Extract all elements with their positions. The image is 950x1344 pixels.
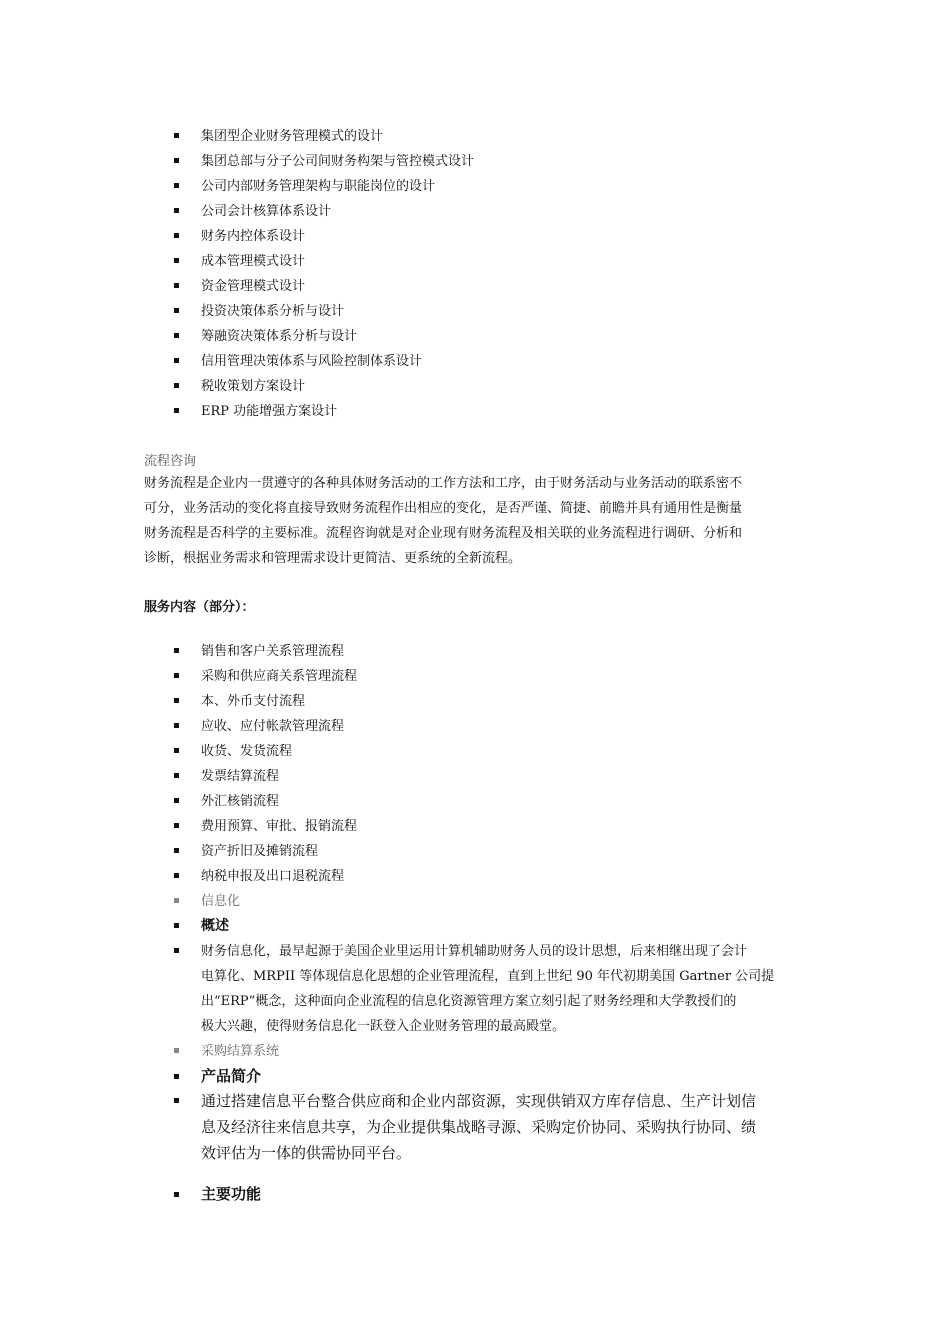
bullet-icon (174, 308, 179, 313)
list-item-text: 外汇核销流程 (201, 794, 280, 809)
paragraph-line: 息及经济往来信息共享，为企业提供集战略寻源、采购定价协同、采购执行协同、绩 (201, 1118, 757, 1136)
bullet-icon (174, 283, 179, 288)
bullet-icon (174, 923, 179, 928)
intro-label: 产品简介 (201, 1067, 262, 1085)
intro-paragraph (201, 1088, 812, 1166)
list-item-text: 收货、发货流程 (201, 744, 293, 759)
paragraph-line: 电算化、MRPII 等体现信息化思想的企业管理流程，直到上世纪 90 年代初期美国 Gartner 公司提 (201, 969, 775, 984)
service-list (172, 639, 812, 889)
overview-paragraph (201, 939, 812, 1039)
bullet-icon (174, 848, 179, 853)
functions-label: 主要功能 (201, 1185, 262, 1203)
list-item (172, 639, 812, 664)
info-heading-item (172, 889, 812, 914)
list-item (172, 199, 812, 224)
list-item (172, 374, 812, 399)
paragraph-line: 诊断，根据业务需求和管理需求设计更简洁、更系统的全新流程。 (144, 551, 522, 566)
list-item-text: 公司会计核算体系设计 (201, 204, 332, 219)
list-item-text: 采购和供应商关系管理流程 (201, 669, 358, 684)
list-item-text: 费用预算、审批、报销流程 (201, 819, 358, 834)
list-item (172, 839, 812, 864)
list-item-text: ERP 功能增强方案设计 (201, 404, 338, 419)
paragraph-line: 财务信息化，最早起源于美国企业里运用计算机辅助财务人员的设计思想，后来相继出现了会计 (201, 944, 748, 959)
list-item (172, 324, 812, 349)
functions-heading-item (172, 1182, 812, 1207)
list-item-text: 资金管理模式设计 (201, 279, 306, 294)
list-item-text: 公司内部财务管理架构与职能岗位的设计 (201, 179, 436, 194)
list-item (172, 714, 812, 739)
list-item (172, 299, 812, 324)
bullet-icon (174, 798, 179, 803)
list-item (172, 149, 812, 174)
bullet-icon (174, 1048, 179, 1053)
paragraph-line: 通过搭建信息平台整合供应商和企业内部资源，实现供销双方库存信息、生产计划信 (201, 1092, 757, 1110)
list-item (172, 764, 812, 789)
bullet-icon (174, 698, 179, 703)
list-item (172, 249, 812, 274)
bullet-icon (174, 723, 179, 728)
list-item (172, 274, 812, 299)
list-item-text: 集团总部与分子公司间财务构架与管控模式设计 (201, 154, 475, 169)
list-item-text: 纳税申报及出口退税流程 (201, 869, 345, 884)
intro-paragraph-item (172, 1088, 812, 1166)
bullet-icon (174, 648, 179, 653)
overview-heading-item (172, 914, 812, 939)
list-item-text: 集团型企业财务管理模式的设计 (201, 129, 384, 144)
bullet-icon (174, 358, 179, 363)
list-item-text: 本、外币支付流程 (201, 694, 306, 709)
bullet-icon (174, 873, 179, 878)
list-item-text: 财务内控体系设计 (201, 229, 306, 244)
list-item (172, 664, 812, 689)
list-item (172, 174, 812, 199)
list-item-text: 投资决策体系分析与设计 (201, 304, 345, 319)
list-item (172, 739, 812, 764)
info-label: 信息化 (201, 894, 241, 909)
finance-design-list (172, 124, 812, 424)
purchase-heading-item (172, 1039, 812, 1064)
list-item-text: 信用管理决策体系与风险控制体系设计 (201, 354, 423, 369)
paragraph-line: 财务流程是否科学的主要标准。流程咨询就是对企业现有财务流程及相关联的业务流程进行调研、分析和 (144, 526, 743, 541)
list-item (172, 789, 812, 814)
bullet-icon (174, 1074, 179, 1079)
paragraph-line: 财务流程是企业内一贯遵守的各种具体财务活动的工作方法和工序，由于财务活动与业务活动的联系密不 (144, 476, 743, 491)
flow-paragraph (144, 471, 812, 571)
purchase-label: 采购结算系统 (201, 1044, 280, 1059)
paragraph-line: 效评估为一体的供需协同平台。 (201, 1144, 412, 1162)
bullet-icon (174, 208, 179, 213)
bullet-icon (174, 383, 179, 388)
list-item (172, 349, 812, 374)
overview-paragraph-item (172, 939, 812, 1039)
list-item-text: 成本管理模式设计 (201, 254, 306, 269)
bullet-icon (174, 133, 179, 138)
list-item-text: 销售和客户关系管理流程 (201, 644, 345, 659)
overview-label: 概述 (201, 918, 229, 934)
list-item-text: 筹融资决策体系分析与设计 (201, 329, 358, 344)
bullet-icon (174, 823, 179, 828)
bullet-icon (174, 333, 179, 338)
list-item-text: 应收、应付帐款管理流程 (201, 719, 345, 734)
list-item (172, 224, 812, 249)
list-item-text: 发票结算流程 (201, 769, 280, 784)
service-heading: 服务内容（部分）： (144, 600, 255, 615)
paragraph-line: 可分，业务活动的变化将直接导致财务流程作出相应的变化，是否严谨、简捷、前瞻并具有通用性是衡量 (144, 501, 743, 516)
list-item (172, 864, 812, 889)
bullet-icon (174, 158, 179, 163)
bullet-icon (174, 673, 179, 678)
bullet-icon (174, 1192, 179, 1197)
bullet-icon (174, 408, 179, 413)
bullet-icon (174, 773, 179, 778)
bullet-icon (174, 748, 179, 753)
bullet-icon (174, 233, 179, 238)
bullet-icon (174, 183, 179, 188)
paragraph-line: 出“ERP”概念，这种面向企业流程的信息化资源管理方案立刻引起了财务经理和大学教授们的 (201, 994, 737, 1009)
section-heading-flow: 流程咨询 (144, 454, 197, 469)
list-item (172, 399, 812, 424)
bullet-icon (174, 898, 179, 903)
list-item (172, 689, 812, 714)
list-item (172, 124, 812, 149)
paragraph-line: 极大兴趣，使得财务信息化一跃登入企业财务管理的最高殿堂。 (201, 1019, 566, 1034)
list-item (172, 814, 812, 839)
bullet-icon (174, 258, 179, 263)
bullet-icon (174, 948, 179, 953)
intro-heading-item (172, 1064, 812, 1089)
bullet-icon (174, 1098, 179, 1103)
list-item-text: 资产折旧及摊销流程 (201, 844, 319, 859)
list-item-text: 税收策划方案设计 (201, 379, 306, 394)
